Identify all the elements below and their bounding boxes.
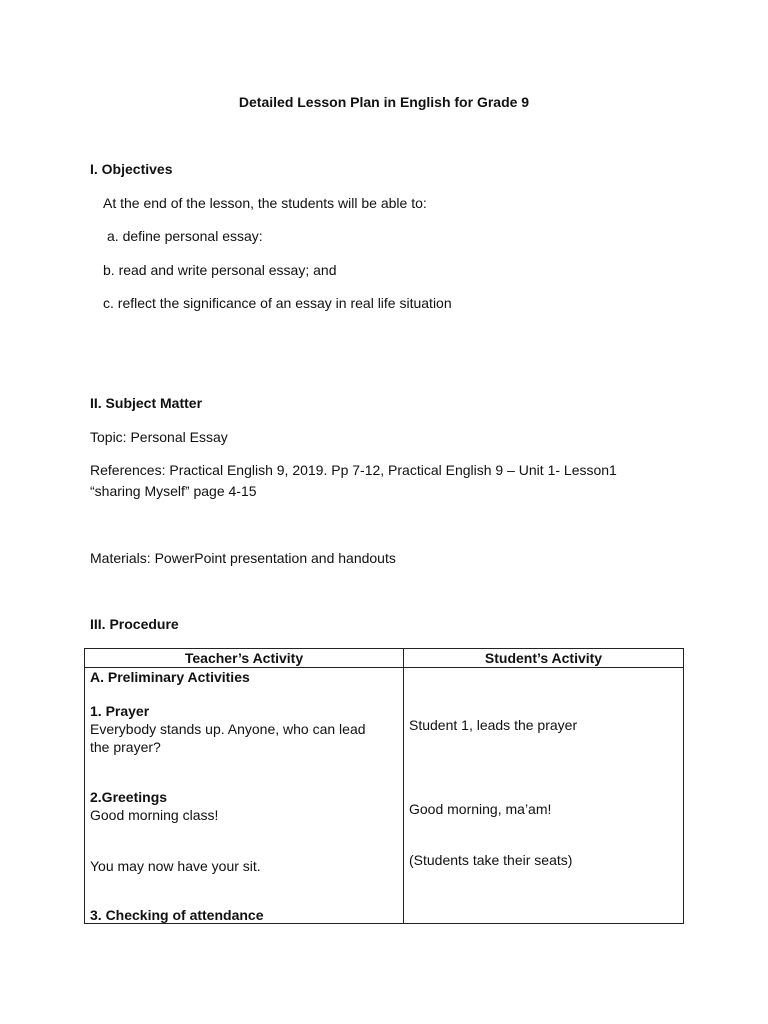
student-prayer-response: Student 1, leads the prayer xyxy=(409,717,578,733)
objective-item-a: a. define personal essay: xyxy=(107,228,263,244)
student-greeting-response: Good morning, ma’am! xyxy=(409,801,552,817)
subject-references-line1: References: Practical English 9, 2019. Pp 7-12, Practical English 9 – Unit 1- Lesson1 xyxy=(90,462,617,478)
document-title: Detailed Lesson Plan in English for Grade 9 xyxy=(238,94,530,110)
table-column-divider xyxy=(403,649,404,923)
student-sit-response: (Students take their seats) xyxy=(409,852,573,868)
objective-item-c: c. reflect the significance of an essay in real life situation xyxy=(103,295,452,311)
table-header-row xyxy=(85,649,683,668)
objectives-heading: I. Objectives xyxy=(90,161,173,177)
teacher-greetings-text: Good morning class! xyxy=(90,807,219,823)
subject-materials: Materials: PowerPoint presentation and handouts xyxy=(90,550,396,566)
subject-references-line2: “sharing Myself” page 4-15 xyxy=(90,483,257,499)
teacher-attendance-label: 3. Checking of attendance xyxy=(90,907,264,923)
teacher-prayer-line2: the prayer? xyxy=(90,739,161,755)
procedure-table xyxy=(84,648,684,924)
teacher-section-preliminary: A. Preliminary Activities xyxy=(90,669,250,685)
table-header-teacher: Teacher’s Activity xyxy=(184,650,304,666)
table-header-student: Student’s Activity xyxy=(484,650,603,666)
procedure-heading: III. Procedure xyxy=(90,616,179,632)
subject-matter-heading: II. Subject Matter xyxy=(90,395,203,411)
objective-item-b: b. read and write personal essay; and xyxy=(103,262,337,278)
teacher-prayer-label: 1. Prayer xyxy=(90,703,150,719)
teacher-prayer-line1: Everybody stands up. Anyone, who can lead xyxy=(90,721,366,737)
subject-topic: Topic: Personal Essay xyxy=(90,429,228,445)
teacher-sit-text: You may now have your sit. xyxy=(90,858,261,874)
objectives-intro: At the end of the lesson, the students will be able to: xyxy=(103,195,427,211)
teacher-greetings-label: 2.Greetings xyxy=(90,789,168,805)
